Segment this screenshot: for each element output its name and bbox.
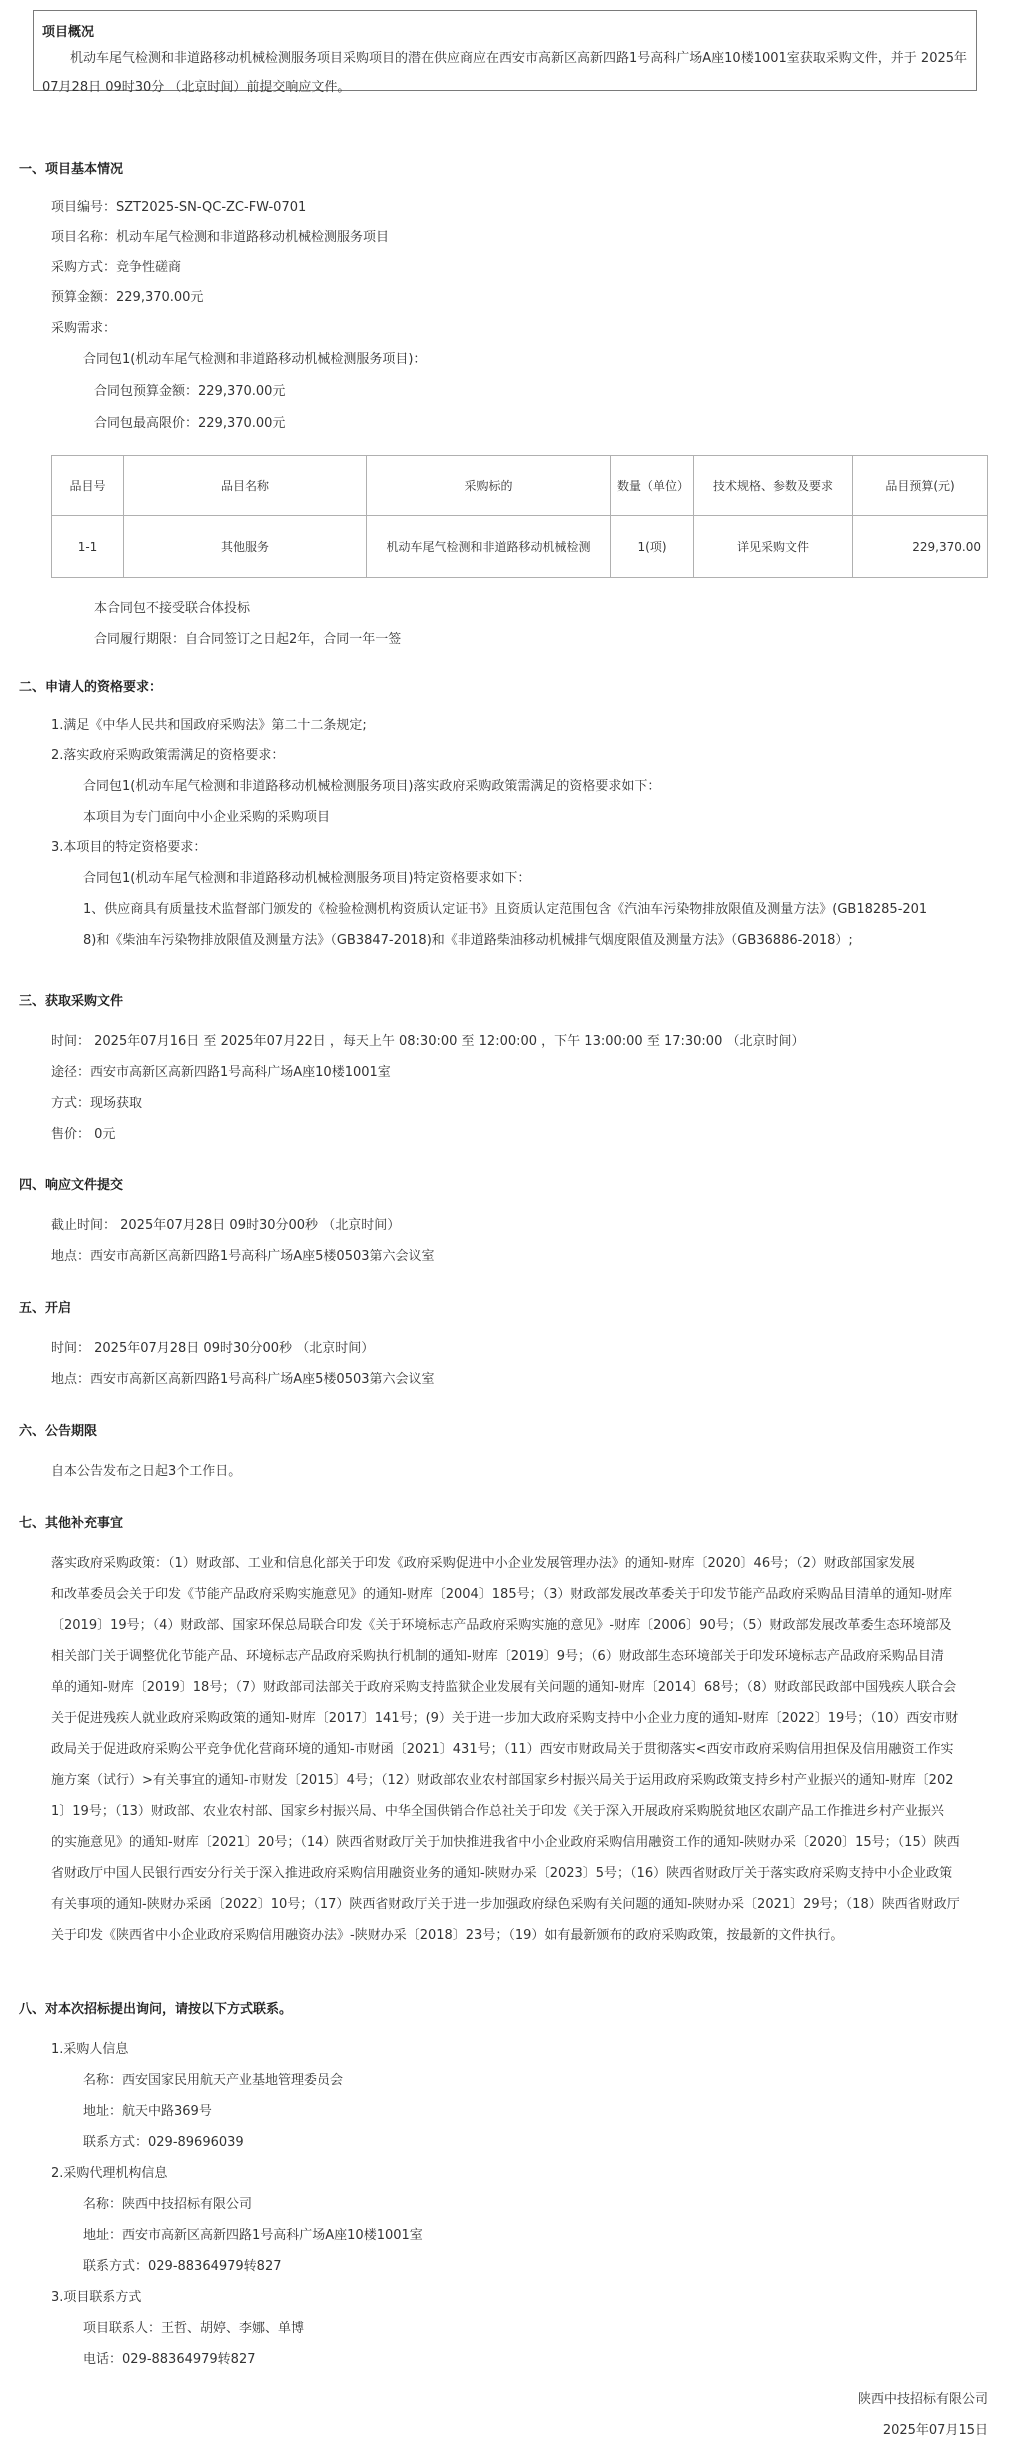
policy-line: 的实施意见》的通知-财库〔2021〕20号；（14）陕西省财政厅关于加快推进我省中小企业政府采购信用融资工作的通知-陕财办采〔2020〕15号；（15）陕西: [51, 1835, 960, 1850]
items-table: [51, 455, 988, 578]
table-header: 品目号: [52, 456, 124, 516]
requirement-label: 采购需求：: [51, 321, 117, 336]
table-header: 品目名称: [124, 456, 367, 516]
buyer-address: 地址：航天中路369号: [83, 2104, 212, 2119]
qualification-item-3: 3.本项目的特定资格要求：: [51, 840, 207, 855]
project-number: 项目编号：SZT2025-SN-QC-ZC-FW-0701: [51, 200, 307, 215]
table-cell: 1(项): [611, 516, 694, 578]
overview-text-content: 机动车尾气检测和非道路移动机械检测服务项目采购项目的潜在供应商应在西安市高新区高新四路1号高科广场A座10楼1001室获取采购文件，并于 2025年07月28日 09时30分 （北京时间）前提交响应文件。: [42, 51, 968, 95]
overview-box: [33, 10, 977, 95]
table-cell: 1-1: [52, 516, 124, 578]
policy-line: 关于印发《陕西省中小企业政府采购信用融资办法》-陕财办采〔2018〕23号；（19）如有最新颁布的政府采购政策，按最新的文件执行。: [51, 1928, 844, 1943]
buyer-label: 1.采购人信息: [51, 2042, 129, 2057]
submit-place: 地点：西安市高新区高新四路1号高科广场A座5楼0503第六会议室: [51, 1249, 435, 1264]
contract-term: 合同履行期限：自合同签订之日起2年，合同一年一签: [94, 632, 402, 647]
section-4-title: 四、响应文件提交: [19, 1178, 124, 1193]
notice-period: 自本公告发布之日起3个工作日。: [51, 1464, 242, 1479]
buyer-name: 名称：西安国家民用航天产业基地管理委员会: [83, 2073, 344, 2088]
table-header: 数量（单位）: [611, 456, 694, 516]
footer-company: 陕西中技招标有限公司: [857, 2392, 988, 2407]
contact-label: 3.项目联系方式: [51, 2290, 142, 2305]
qualification-item-3-line-1: 1、供应商具有质量技术监督部门颁发的《检验检测机构资质认定证书》且资质认定范围包含《汽油车污染物排放限值及测量方法》(GB18285-201: [83, 902, 928, 917]
contract-package: 合同包1(机动车尾气检测和非道路移动机械检测服务项目)：: [83, 352, 427, 367]
package-budget: 合同包预算金额：229,370.00元: [94, 384, 286, 399]
acquire-price: 售价： 0元: [51, 1127, 116, 1142]
overview-text: [42, 44, 967, 102]
policy-line: 省财政厅中国人民银行西安分行关于深入推进政府采购信用融资业务的通知-陕财办采〔2023〕5号；（16）陕西省财政厅关于落实政府采购支持中小企业政策: [51, 1866, 953, 1881]
policy-line: 施方案（试行）>有关事宜的通知-市财发〔2015〕4号；（12）财政部农业农村部国家乡村振兴局关于运用政府采购政策支持乡村产业振兴的通知-财库〔202: [51, 1773, 954, 1788]
policy-line: 有关事项的通知-陕财办采函〔2022〕10号；（17）陕西省财政厅关于进一步加强政府绿色采购有关问题的通知-陕财办采〔2021〕29号；（18）陕西省财政厅: [51, 1897, 960, 1912]
policy-line: 相关部门关于调整优化节能产品、环境标志产品政府采购执行机制的通知-财库〔2019〕9号；（6）财政部生态环境部关于印发环境标志产品政府采购品目清: [51, 1649, 944, 1664]
acquire-mode: 方式：现场获取: [51, 1096, 143, 1111]
agent-address: 地址：西安市高新区高新四路1号高科广场A座10楼1001室: [83, 2228, 423, 2243]
policy-line: 政局关于促进政府采购公平竞争优化营商环境的通知-市财函〔2021〕431号；（11）西安市财政局关于贯彻落实<西安市政府采购信用担保及信用融资工作实: [51, 1742, 954, 1757]
table-cell: 机动车尾气检测和非道路移动机械检测: [367, 516, 611, 578]
policy-line: 关于促进残疾人就业政府采购政策的通知-财库〔2017〕141号；(9）关于进一步加大政府采购支持中小企业力度的通知-财库〔2022〕19号；（10）西安市财: [51, 1711, 959, 1726]
contact-people: 项目联系人：王哲、胡婷、李娜、单博: [83, 2321, 305, 2336]
project-name: 项目名称：机动车尾气检测和非道路移动机械检测服务项目: [51, 230, 390, 245]
contact-phone: 电话：029-88364979转827: [83, 2352, 256, 2367]
overview-title: 项目概况: [42, 25, 95, 40]
agent-phone: 联系方式：029-88364979转827: [83, 2259, 282, 2274]
acquire-time: 时间： 2025年07月16日 至 2025年07月22日 ，每天上午 08:30:00 至 12:00:00 ，下午 13:00:00 至 17:30:00 （北京时间）: [51, 1034, 805, 1049]
opening-place: 地点：西安市高新区高新四路1号高科广场A座5楼0503第六会议室: [51, 1372, 435, 1387]
policy-line: 〔2019〕19号；（4）财政部、国家环保总局联合印发《关于环境标志产品政府采购实施的意见》-财库〔2006〕90号；（5）财政部发展改革委生态环境部及: [51, 1618, 952, 1633]
qualification-item-2-text: 本项目为专门面向中小企业采购的采购项目: [83, 810, 331, 825]
package-max-price: 合同包最高限价：229,370.00元: [94, 416, 286, 431]
buyer-phone: 联系方式：029-89696039: [83, 2135, 244, 2150]
section-6-title: 六、公告期限: [19, 1424, 98, 1439]
agent-label: 2.采购代理机构信息: [51, 2166, 168, 2181]
qualification-item-3-line-2: 8)和《柴油车污染物排放限值及测量方法》（GB3847-2018)和《非道路柴油移动机械排气烟度限值及测量方法》（GB36886-2018）;: [83, 933, 853, 948]
qualification-item-2-package: 合同包1(机动车尾气检测和非道路移动机械检测服务项目)落实政府采购政策需满足的资格要求如下：: [83, 779, 661, 794]
section-1-title: 一、项目基本情况: [19, 162, 124, 177]
policy-line: 落实政府采购政策：（1）财政部、工业和信息化部关于印发《政府采购促进中小企业发展管理办法》的通知-财库〔2020〕46号；（2）财政部国家发展: [51, 1556, 915, 1571]
footer-date: 2025年07月15日: [882, 2423, 988, 2438]
table-header: 采购标的: [367, 456, 611, 516]
section-8-title: 八、对本次招标提出询问，请按以下方式联系。: [19, 2002, 293, 2017]
procurement-method: 采购方式：竞争性磋商: [51, 260, 182, 275]
section-5-title: 五、开启: [19, 1301, 72, 1316]
qualification-item-2: 2.落实政府采购政策需满足的资格要求：: [51, 748, 285, 763]
table-header: 品目预算(元): [853, 456, 988, 516]
table-cell: 229,370.00: [853, 516, 988, 578]
policy-line: 单的通知-财库〔2019〕18号；（7）财政部司法部关于政府采购支持监狱企业发展有关问题的通知-财库〔2014〕68号；（8）财政部民政部中国残疾人联合会: [51, 1680, 957, 1695]
qualification-item-3-package: 合同包1(机动车尾气检测和非道路移动机械检测服务项目)特定资格要求如下：: [83, 871, 531, 886]
table-header: 技术规格、参数及要求: [694, 456, 853, 516]
submit-deadline: 截止时间： 2025年07月28日 09时30分00秒 （北京时间）: [51, 1218, 401, 1233]
section-7-title: 七、其他补充事宜: [19, 1516, 124, 1531]
budget-amount: 预算金额：229,370.00元: [51, 290, 204, 305]
policy-line: 和改革委员会关于印发《节能产品政府采购实施意见》的通知-财库〔2004〕185号；（3）财政部发展改革委关于印发节能产品政府采购品目清单的通知-财库: [51, 1587, 953, 1602]
agent-name: 名称：陕西中技招标有限公司: [83, 2197, 253, 2212]
opening-time: 时间： 2025年07月28日 09时30分00秒 （北京时间）: [51, 1341, 375, 1356]
table-header-row: [52, 456, 988, 516]
table-row: [52, 516, 988, 578]
policy-line: 1〕19号；（13）财政部、农业农村部、国家乡村振兴局、中华全国供销合作总社关于印发《关于深入开展政府采购脱贫地区农副产品工作推进乡村产业振兴: [51, 1804, 944, 1819]
acquire-way: 途径：西安市高新区高新四路1号高科广场A座10楼1001室: [51, 1065, 391, 1080]
section-3-title: 三、获取采购文件: [19, 994, 124, 1009]
table-cell: 详见采购文件: [694, 516, 853, 578]
no-consortium-note: 本合同包不接受联合体投标: [94, 601, 251, 616]
section-2-title: 二、申请人的资格要求：: [19, 680, 163, 695]
table-cell: 其他服务: [124, 516, 367, 578]
qualification-item-1: 1.满足《中华人民共和国政府采购法》第二十二条规定;: [51, 718, 367, 733]
